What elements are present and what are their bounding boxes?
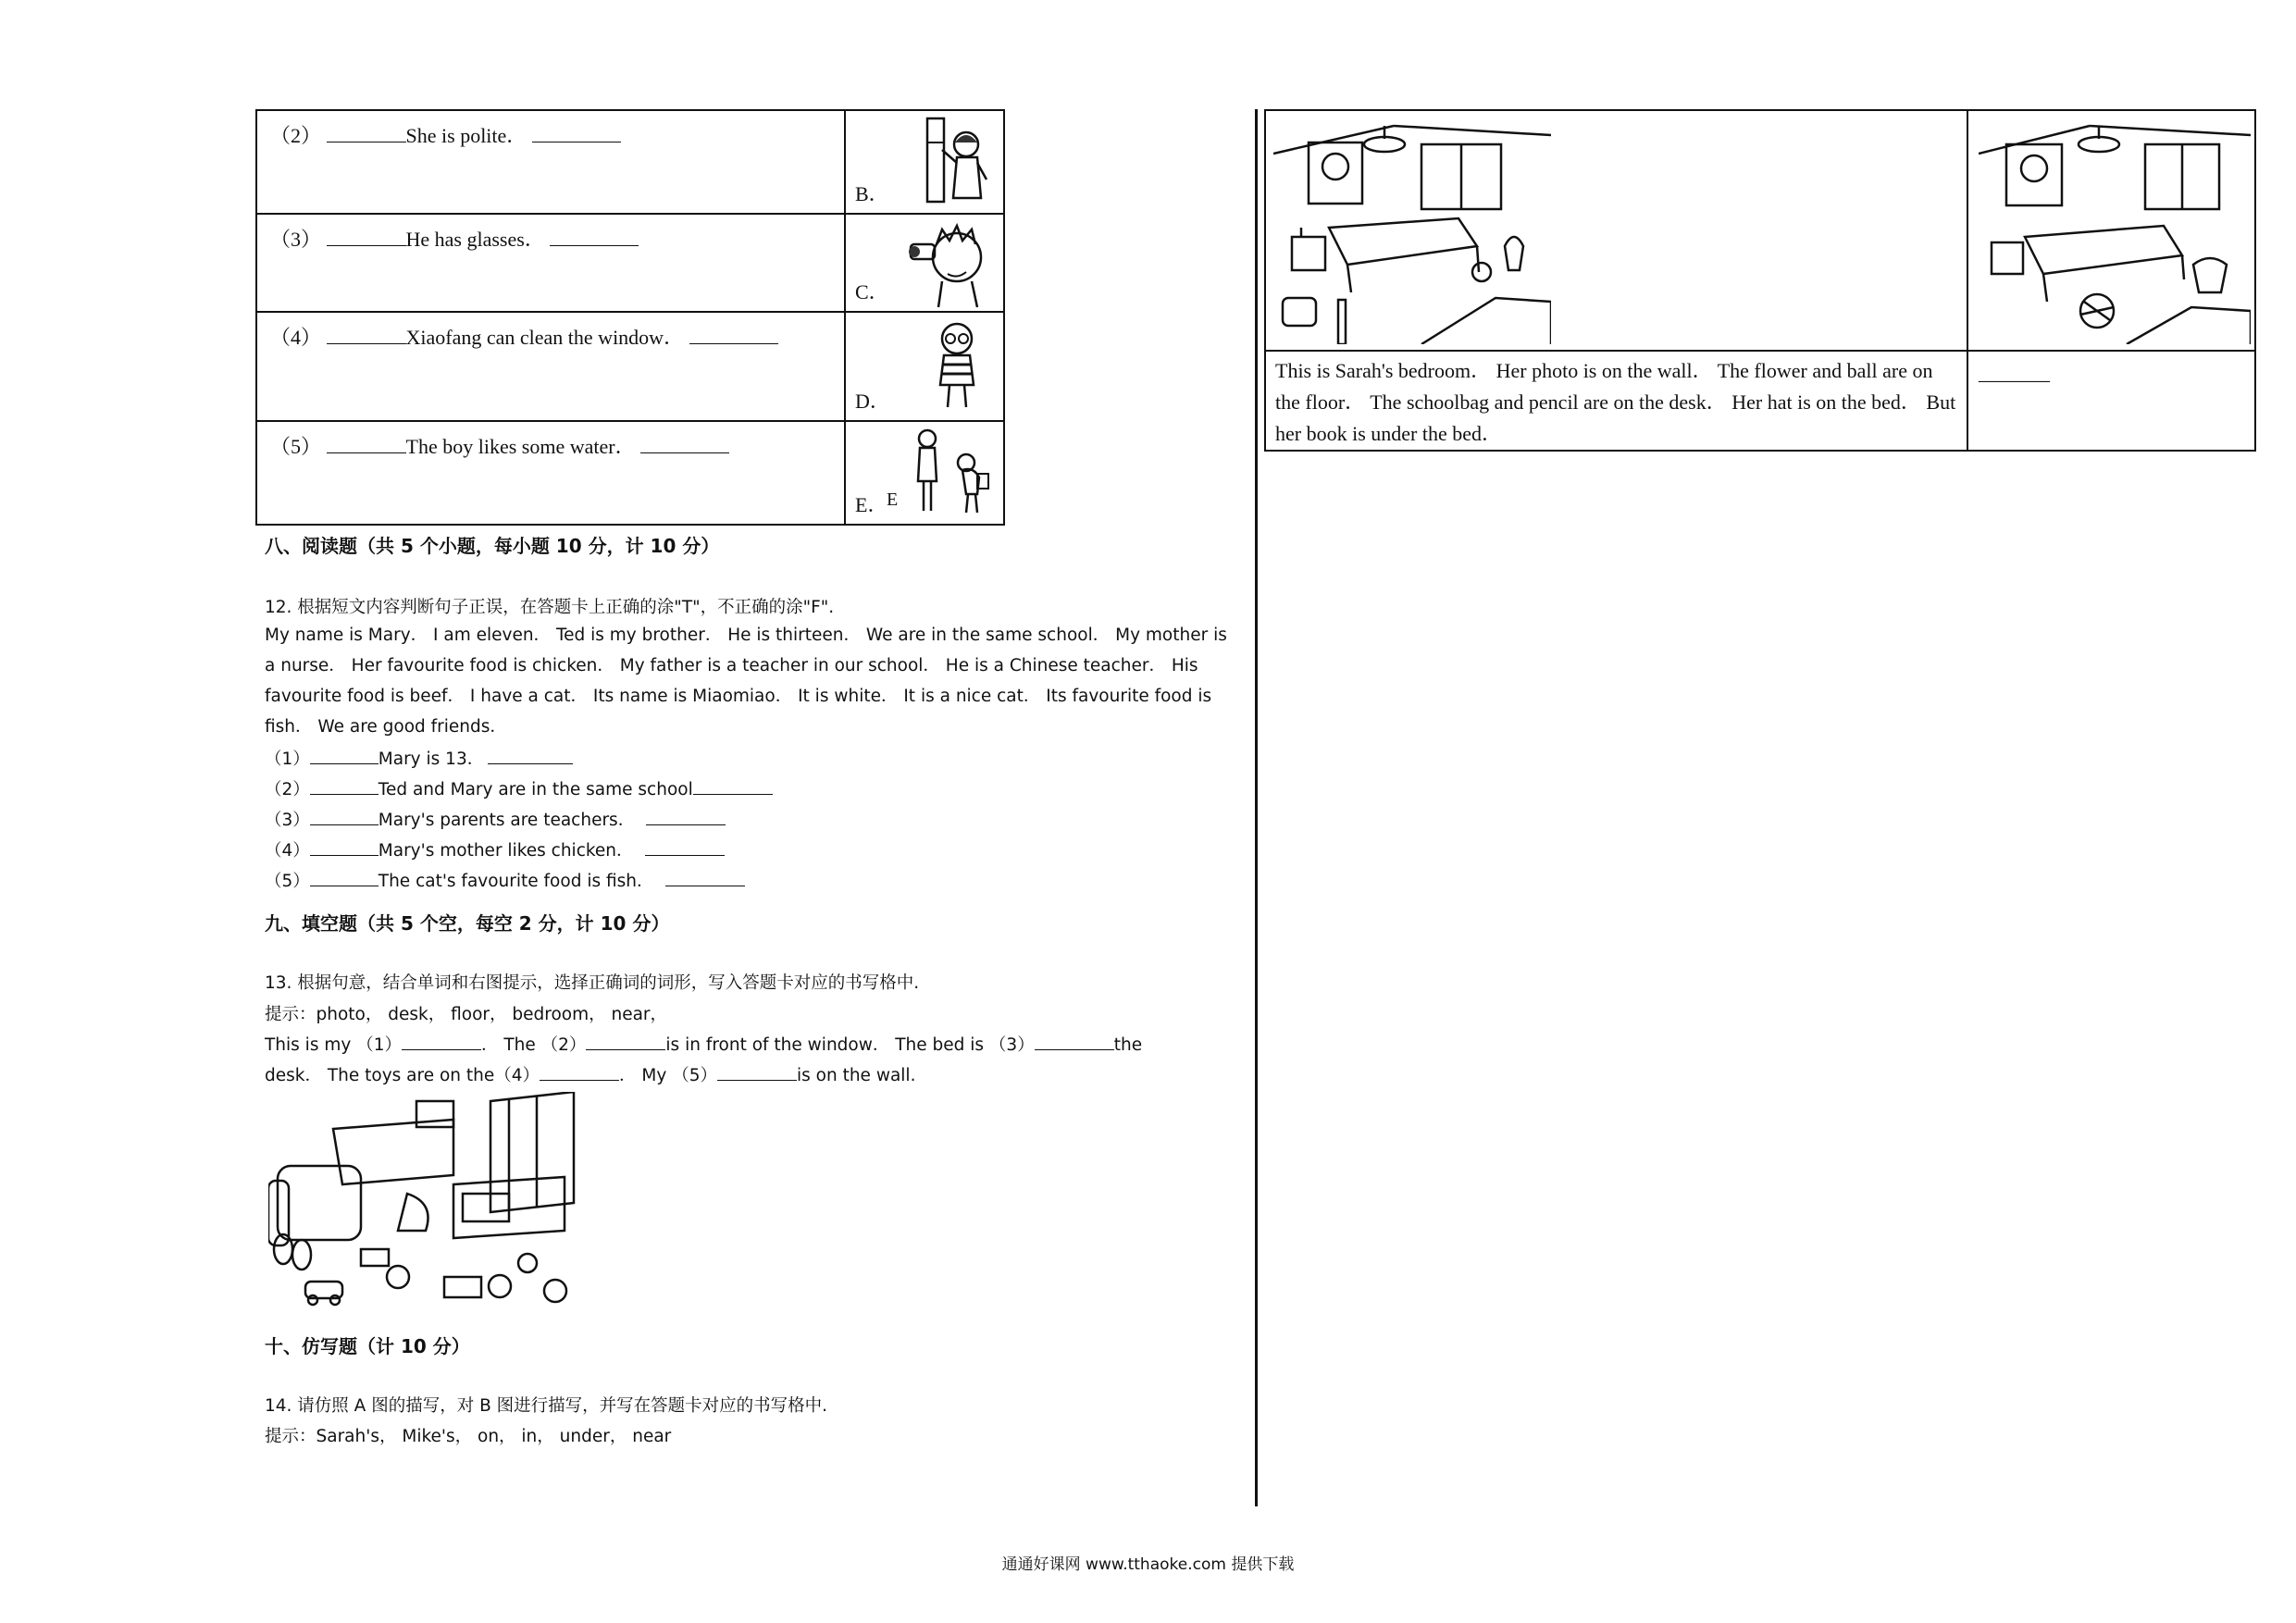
answer-blank[interactable] — [310, 777, 379, 795]
answer-blank[interactable] — [645, 838, 725, 856]
answer-blank[interactable] — [1035, 1033, 1114, 1050]
q12-item-1: （1） Mary is 13． — [265, 746, 573, 770]
match-row-5 — [256, 421, 1004, 525]
q12-item-3: （3） Mary's parents are teachers． — [265, 807, 726, 831]
answer-blank[interactable] — [586, 1033, 665, 1050]
answer-blank[interactable] — [402, 1033, 481, 1050]
q14-hint: 提示：Sarah's， Mike's， on， in， under， near — [265, 1427, 672, 1446]
q13-line-2: desk． The toys are on the（4） ． My （5） is on the wall. — [265, 1062, 915, 1086]
boy-bowing-illustration — [905, 426, 994, 518]
answer-blank[interactable] — [693, 777, 773, 795]
match-question: （4） Xiaofang can clean the window． — [256, 312, 845, 421]
answer-blank[interactable] — [646, 808, 726, 825]
answer-blank[interactable] — [310, 747, 379, 764]
answer-blank[interactable] — [310, 869, 379, 886]
picture-b-answer-blank[interactable]: _______ — [1979, 361, 2050, 384]
q12-item-4: （4） Mary's mother likes chicken． — [265, 837, 725, 861]
living-room-illustration — [268, 1092, 583, 1314]
q13-hint: 提示：photo， desk， floor， bedroom， near， — [265, 1005, 668, 1024]
match-question: （2） She is polite． — [256, 110, 845, 214]
writing-table — [1264, 109, 2256, 452]
answer-blank[interactable] — [532, 125, 621, 142]
section-9-title: 九、填空题（共 5 个空，每空 2 分，计 10 分） — [265, 912, 670, 935]
answer-blank[interactable] — [310, 838, 379, 856]
bedroom-picture-b — [1979, 117, 2251, 344]
page-footer: 通通好课网 www.tthaoke.com 提供下载 — [1001, 1555, 1295, 1574]
answer-blank[interactable] — [310, 808, 379, 825]
answer-blank[interactable] — [550, 229, 639, 246]
section-10-title: 十、仿写题（计 10 分） — [265, 1335, 470, 1357]
q12-item-5: （5） The cat's favourite food is fish． — [265, 868, 745, 892]
match-row-3 — [256, 214, 1004, 312]
match-row-4 — [256, 312, 1004, 421]
q13-prompt: 13. 根据句意，结合单词和右图提示，选择正确词的词形，写入答题卡对应的书写格中. — [265, 973, 920, 993]
answer-blank[interactable] — [327, 229, 406, 246]
answer-blank[interactable] — [540, 1063, 619, 1081]
image-label-e: E — [887, 489, 899, 510]
girl-cleaning-window-illustration — [920, 115, 994, 207]
child-with-glasses-illustration — [920, 316, 994, 413]
answer-blank[interactable] — [640, 436, 729, 453]
match-picture-cell: E． E — [845, 421, 1004, 525]
match-row-2 — [256, 110, 1004, 214]
section-8-title: 八、阅读题（共 5 个小题，每小题 10 分，计 10 分） — [265, 535, 720, 557]
answer-blank[interactable] — [717, 1063, 797, 1081]
table-divider — [1967, 111, 1968, 450]
match-question: （3） He has glasses． — [256, 214, 845, 312]
q14-prompt: 14. 请仿照 A 图的描写，对 B 图进行描写，并写在答题卡对应的书写格中. — [265, 1396, 828, 1416]
answer-blank[interactable] — [327, 436, 406, 453]
match-picture-cell: D． — [845, 312, 1004, 421]
answer-blank[interactable] — [665, 869, 745, 886]
reading-passage: My name is Mary． I am eleven． Ted is my brother． He is thirteen． We are in the same school． My mother is a nurse． Her favourite food is chicken． My father is a teacher in our school． He is a Chinese teacher． His favourite food is beef． I have a cat． Its name is Miaomiao． It is white． It is a nice cat． Its favourite food is fish． We are good friends． — [265, 626, 1227, 737]
answer-blank[interactable] — [689, 327, 778, 344]
match-picture-cell: B． — [845, 110, 1004, 214]
q12-prompt: 12. 根据短文内容判断句子正误，在答题卡上正确的涂"T"，不正确的涂"F". — [265, 598, 835, 617]
match-picture-cell: C． — [845, 214, 1004, 312]
match-question: （5） The boy likes some water． — [256, 421, 845, 525]
column-divider — [1255, 109, 1258, 1506]
boy-with-glasses-illustration — [905, 218, 994, 311]
table-divider — [1266, 350, 2254, 352]
bedroom-picture-a — [1273, 117, 1551, 344]
q13-line-1: This is my （1） ． The （2） is in front of the window． The bed is （3） the — [265, 1032, 1142, 1056]
matching-table — [255, 109, 1005, 526]
answer-blank[interactable] — [327, 125, 406, 142]
q12-item-2: （2） Ted and Mary are in the same school — [265, 776, 773, 800]
picture-a-description: This is Sarah's bedroom． Her photo is on the wall． The flower and ball are on the floor． The schoolbag and pencil are on the desk． Her hat is on the bed． But her book is under the bed． — [1275, 359, 1956, 445]
answer-blank[interactable] — [327, 327, 406, 344]
answer-blank[interactable] — [488, 747, 573, 764]
